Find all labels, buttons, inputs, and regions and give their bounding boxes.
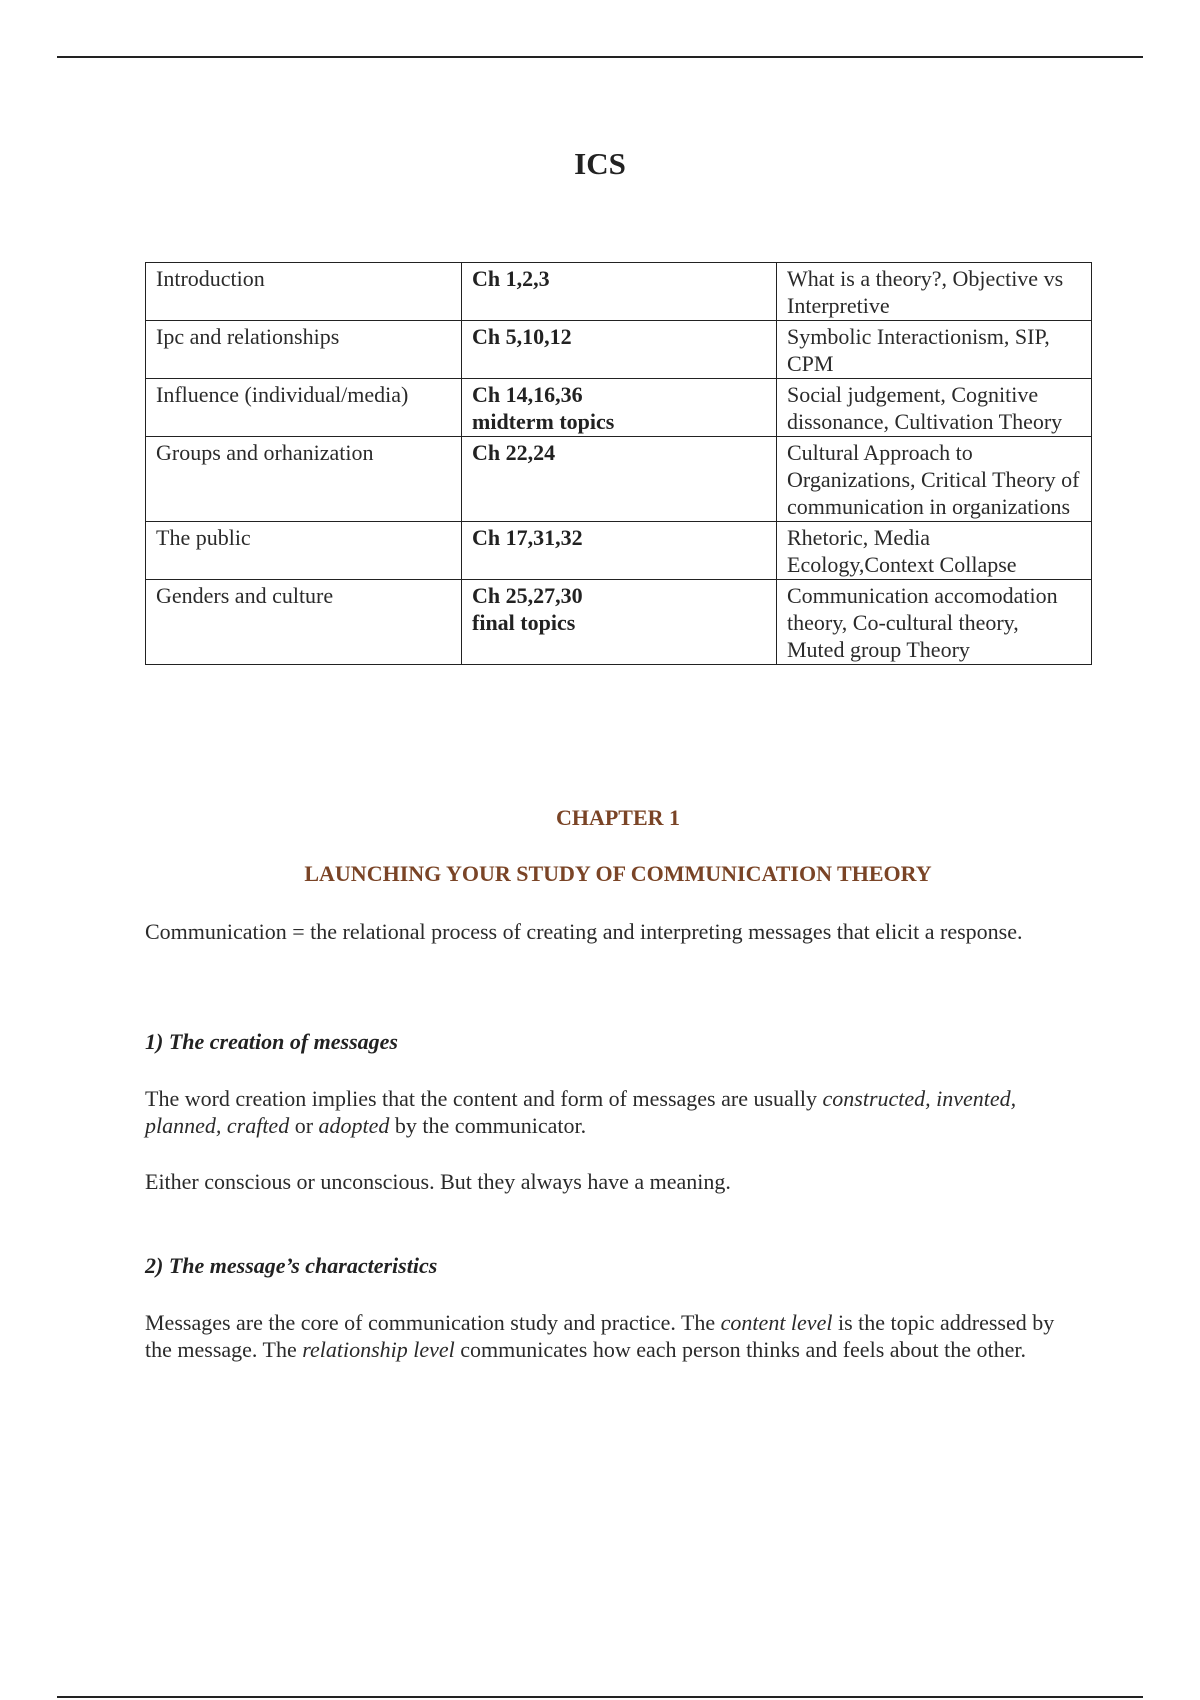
chapter-numbers: Ch 1,2,3 — [472, 266, 550, 291]
creation-paragraph — [145, 1085, 1065, 1139]
emphasis-text: content level — [720, 1310, 833, 1335]
chapters-cell — [462, 580, 777, 665]
text-run: communicates how each person thinks and feels about the other. — [454, 1337, 1026, 1362]
header-rule — [57, 56, 1143, 58]
topic-cell: Genders and culture — [146, 580, 462, 665]
chapters-cell — [462, 522, 777, 580]
theories-cell: Cultural Approach to Organizations, Critical Theory of communication in organizations — [777, 437, 1092, 522]
chapter-numbers: Ch 22,24 — [472, 440, 556, 465]
chapter-subtitle: LAUNCHING YOUR STUDY OF COMMUNICATION THEORY — [304, 861, 932, 886]
chapter-numbers: Ch 17,31,32 — [472, 525, 583, 550]
chapters-cell — [462, 437, 777, 522]
topic-cell: Introduction — [146, 263, 462, 321]
text-run: by the communicator. — [389, 1113, 587, 1138]
topic-cell: Ipc and relationships — [146, 321, 462, 379]
theories-cell: Rhetoric, Media Ecology,Context Collapse — [777, 522, 1092, 580]
theories-cell: Communication accomodation theory, Co-cultural theory, Muted group Theory — [777, 580, 1092, 665]
chapter-numbers: Ch 14,16,36 — [472, 382, 583, 407]
chapters-cell — [462, 379, 777, 437]
table-row — [146, 580, 1092, 665]
emphasis-text: adopted — [318, 1113, 390, 1138]
theories-cell: Symbolic Interactionism, SIP, CPM — [777, 321, 1092, 379]
chapter-numbers: Ch 25,27,30 — [472, 583, 583, 608]
characteristics-paragraph — [145, 1309, 1065, 1363]
table-row — [146, 263, 1092, 321]
topic-cell: The public — [146, 522, 462, 580]
topic-cell: Influence (individual/media) — [146, 379, 462, 437]
table-row — [146, 522, 1092, 580]
table-row — [146, 437, 1092, 522]
communication-definition: Communication = the relational process of creating and interpreting messages that elicit a response. — [145, 919, 1023, 944]
text-run: The word creation implies that the content and form of messages are usually — [145, 1086, 823, 1111]
text-run: or — [289, 1113, 319, 1138]
text-run: is the topic addressed by the message. The — [145, 1310, 1055, 1362]
topic-cell: Groups and orhanization — [146, 437, 462, 522]
meaning-paragraph: Either conscious or unconscious. But they always have a meaning. — [145, 1169, 731, 1194]
text-run: Messages are the core of communication study and practice. The — [145, 1310, 721, 1335]
section-heading-characteristics: 2) The message’s characteristics — [145, 1253, 438, 1278]
chapter-heading: CHAPTER 1 — [555, 805, 681, 830]
footer-rule — [57, 1696, 1143, 1698]
exam-note: final topics — [472, 610, 576, 635]
chapters-cell — [462, 263, 777, 321]
emphasis-text: relationship level — [302, 1337, 455, 1362]
theories-cell: What is a theory?, Objective vs Interpretive — [777, 263, 1092, 321]
theories-cell: Social judgement, Cognitive dissonance, Cultivation Theory — [777, 379, 1092, 437]
exam-note: midterm topics — [472, 409, 615, 434]
topics-table — [145, 262, 1092, 665]
table-row — [146, 321, 1092, 379]
chapters-cell — [462, 321, 777, 379]
document-title: ICS — [574, 146, 626, 181]
chapter-numbers: Ch 5,10,12 — [472, 324, 572, 349]
table-row — [146, 379, 1092, 437]
emphasis-text: constructed, invented, planned, crafted — [145, 1086, 1017, 1138]
section-heading-creation: 1) The creation of messages — [145, 1029, 398, 1054]
